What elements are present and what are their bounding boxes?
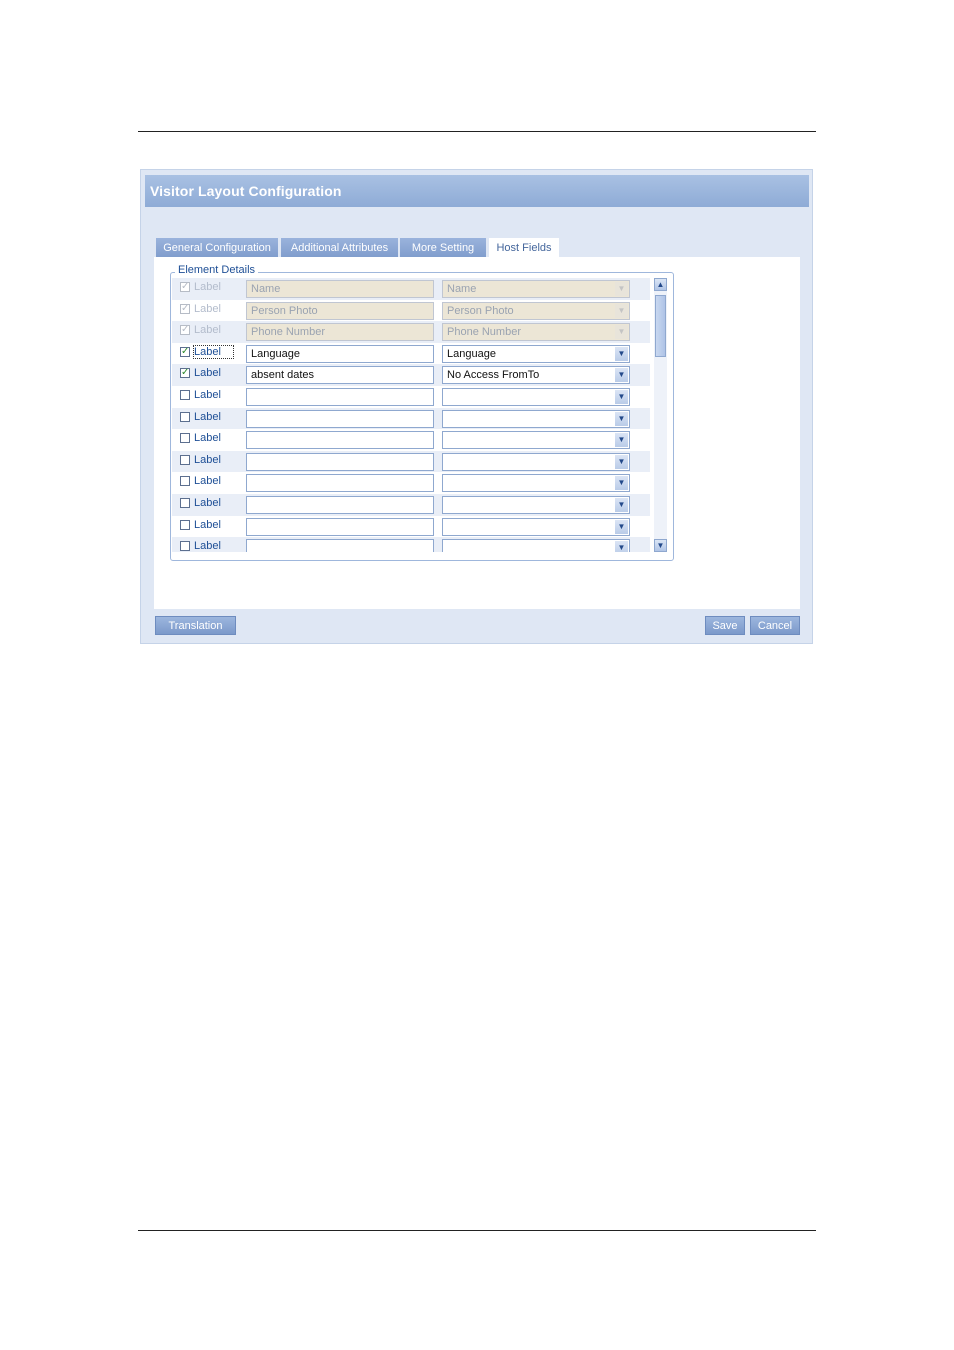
element-row <box>172 321 650 343</box>
element-row <box>172 408 650 430</box>
row-checkbox: ✓ <box>181 302 190 314</box>
vertical-scrollbar[interactable] <box>654 278 667 552</box>
scroll-up-icon[interactable]: ▲ <box>654 278 667 291</box>
element-rows <box>172 278 650 552</box>
row-text-input[interactable] <box>246 388 434 406</box>
chevron-down-icon[interactable]: ▼ <box>615 498 628 512</box>
element-row <box>172 364 650 386</box>
row-checkbox[interactable]: ✓ <box>181 345 190 357</box>
cancel-button[interactable]: Cancel <box>750 616 800 635</box>
save-button[interactable]: Save <box>705 616 745 635</box>
row-label: Label <box>194 324 221 337</box>
chevron-down-icon[interactable]: ▼ <box>615 520 628 534</box>
chevron-down-icon: ▼ <box>615 325 628 339</box>
row-label: Label <box>194 432 221 445</box>
row-text-input: Phone Number <box>246 323 434 341</box>
host-fields-panel <box>154 257 800 609</box>
element-details-legend: Element Details <box>175 264 258 276</box>
tab-additional-attributes[interactable]: Additional Attributes <box>281 238 398 258</box>
row-field-select-value: No Access FromTo <box>447 369 540 382</box>
element-row <box>172 451 650 473</box>
row-field-select[interactable] <box>442 518 630 536</box>
row-field-select-value: Person Photo <box>447 304 514 317</box>
window-footer <box>145 610 809 640</box>
row-field-select-value: Language <box>447 347 496 360</box>
row-text-input[interactable] <box>246 410 434 428</box>
row-field-select[interactable] <box>442 474 630 492</box>
row-text-input[interactable] <box>246 453 434 471</box>
row-checkbox[interactable] <box>180 498 190 508</box>
row-field-select[interactable] <box>442 366 630 384</box>
row-label: Label <box>194 302 221 315</box>
row-label: Label <box>194 389 221 401</box>
page-top-rule <box>138 131 816 132</box>
row-label: Label <box>194 346 233 358</box>
row-checkbox[interactable] <box>180 390 190 400</box>
row-field-select[interactable] <box>442 388 630 406</box>
tab-host-fields[interactable]: Host Fields <box>489 238 559 259</box>
element-row <box>172 300 650 322</box>
row-field-select[interactable] <box>442 410 630 428</box>
row-checkbox[interactable] <box>180 476 190 486</box>
row-field-select-value: Phone Number <box>447 326 521 339</box>
row-checkbox[interactable] <box>180 412 190 422</box>
row-label: Label <box>194 453 221 466</box>
row-label: Label <box>194 475 221 488</box>
row-field-select[interactable] <box>442 431 630 449</box>
row-label: Label <box>194 497 221 509</box>
chevron-down-icon: ▼ <box>615 304 628 318</box>
element-row <box>172 343 650 365</box>
element-row <box>172 278 650 300</box>
row-checkbox: ✓ <box>181 281 190 292</box>
element-details-group <box>170 264 674 561</box>
chevron-down-icon: ▼ <box>615 282 628 296</box>
row-label: Label <box>194 410 221 423</box>
element-row <box>172 537 650 552</box>
row-checkbox[interactable] <box>180 520 190 530</box>
row-text-input[interactable] <box>246 474 434 492</box>
row-field-select <box>442 302 630 320</box>
element-row <box>172 429 650 451</box>
element-row <box>172 494 650 516</box>
row-checkbox[interactable] <box>180 541 190 551</box>
row-text-input: Name <box>246 280 434 298</box>
row-field-select[interactable] <box>442 539 630 552</box>
row-checkbox[interactable] <box>180 433 190 443</box>
row-label: Label <box>194 367 221 380</box>
chevron-down-icon[interactable]: ▼ <box>615 412 628 426</box>
row-field-select <box>442 280 630 298</box>
row-text-input[interactable] <box>246 539 434 552</box>
row-field-select[interactable] <box>442 453 630 471</box>
tab-more-setting[interactable]: More Setting <box>400 238 486 258</box>
chevron-down-icon[interactable]: ▼ <box>615 455 628 469</box>
row-text-input[interactable] <box>246 496 434 514</box>
row-checkbox[interactable]: ✓ <box>181 367 190 379</box>
row-text-input[interactable] <box>246 518 434 536</box>
chevron-down-icon[interactable]: ▼ <box>615 347 628 361</box>
element-row <box>172 472 650 494</box>
chevron-down-icon[interactable]: ▼ <box>615 390 628 404</box>
row-text-input: Person Photo <box>246 302 434 320</box>
chevron-down-icon[interactable]: ▼ <box>615 368 628 382</box>
row-text-input[interactable]: Language <box>246 345 434 363</box>
row-checkbox: ✓ <box>181 324 190 336</box>
row-label: Label <box>194 518 221 531</box>
translation-button[interactable]: Translation <box>155 616 236 635</box>
tab-general-configuration[interactable]: General Configuration <box>156 238 278 258</box>
row-field-select <box>442 323 630 341</box>
visitor-layout-window <box>140 169 813 644</box>
row-field-select-value: Name <box>447 283 477 295</box>
row-checkbox[interactable] <box>180 455 190 465</box>
row-label: Label <box>194 540 221 552</box>
row-text-input[interactable]: absent dates <box>246 366 434 384</box>
window-title: Visitor Layout Configuration <box>145 175 809 207</box>
row-field-select[interactable] <box>442 496 630 514</box>
element-row <box>172 386 650 408</box>
element-row <box>172 516 650 538</box>
chevron-down-icon[interactable]: ▼ <box>615 541 628 552</box>
row-text-input[interactable] <box>246 431 434 449</box>
chevron-down-icon[interactable]: ▼ <box>615 433 628 447</box>
chevron-down-icon[interactable]: ▼ <box>615 476 628 490</box>
scroll-down-icon[interactable]: ▼ <box>654 539 667 552</box>
page-bottom-rule <box>138 1230 816 1231</box>
scroll-thumb[interactable] <box>655 295 666 357</box>
row-field-select[interactable] <box>442 345 630 363</box>
row-label: Label <box>194 281 221 293</box>
